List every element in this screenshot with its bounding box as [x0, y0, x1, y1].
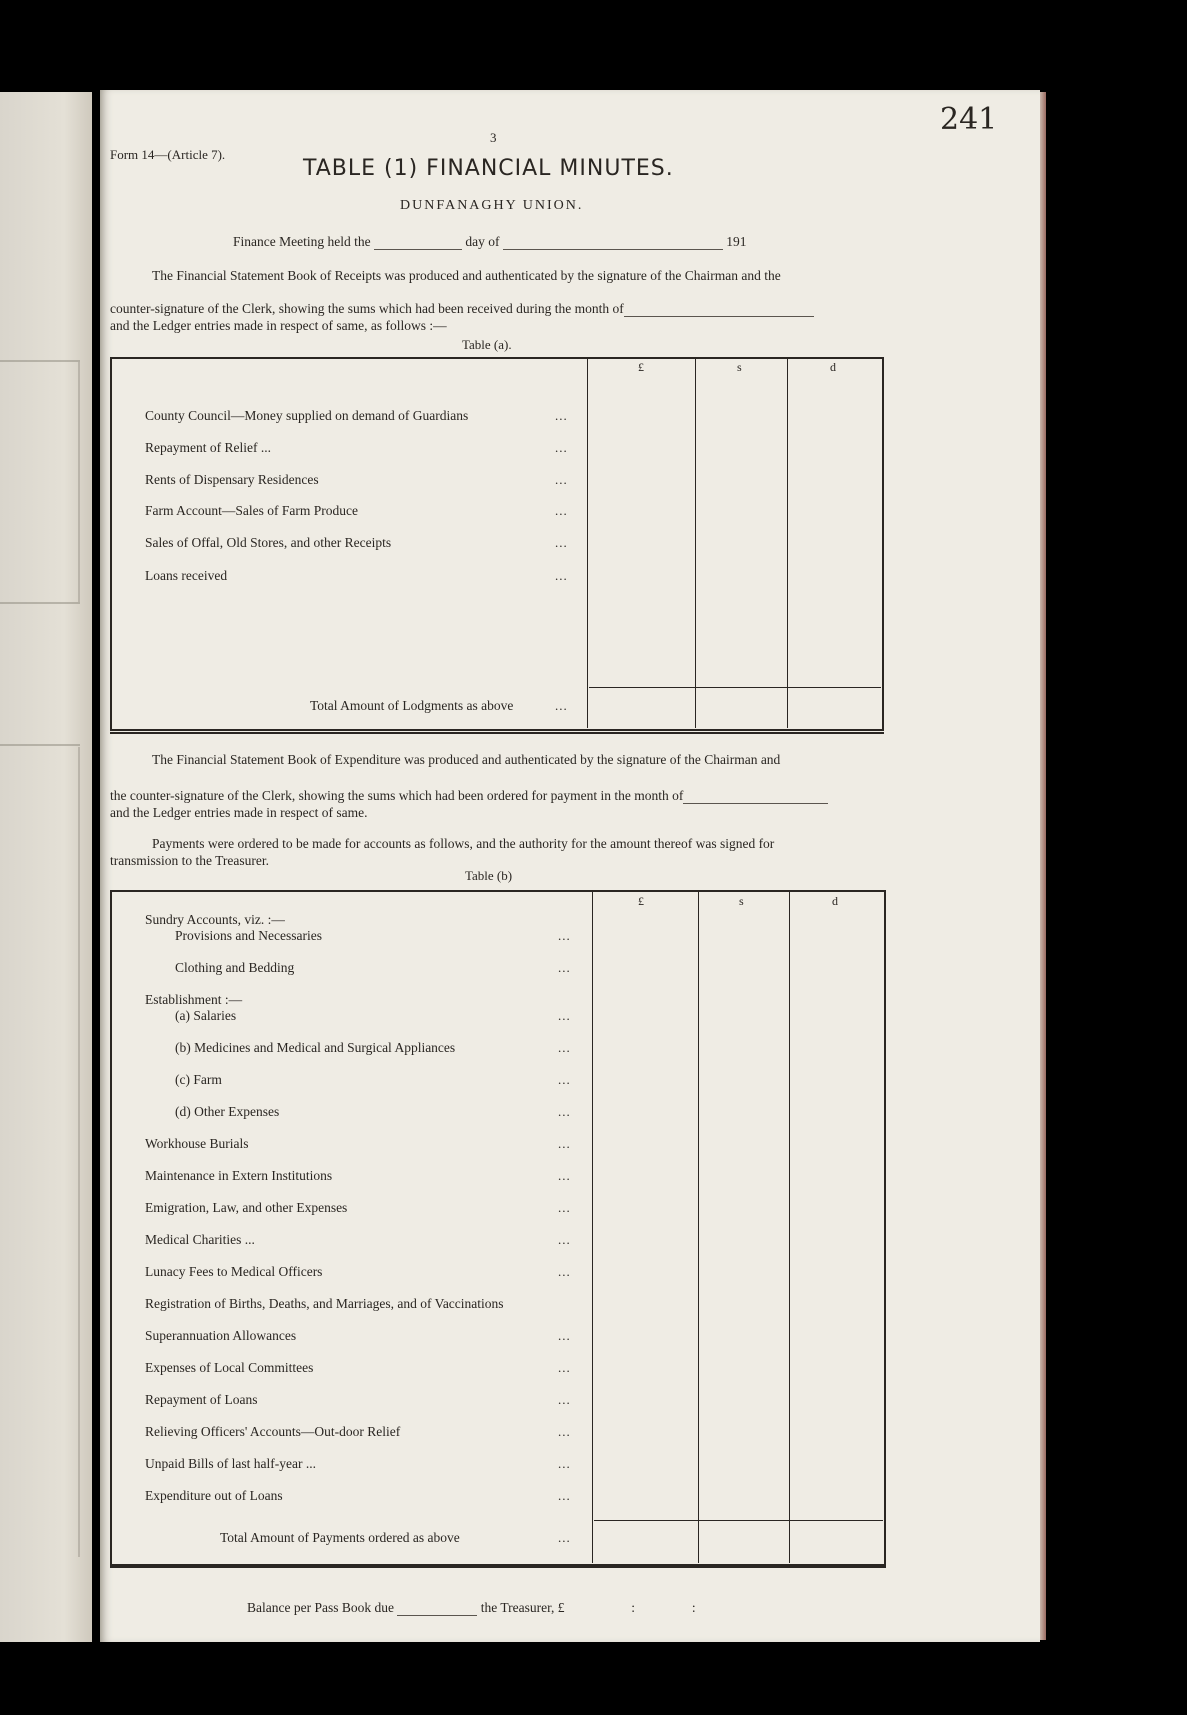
leader-dots: ... [558, 1200, 571, 1215]
table-b-row-label: (a) Salaries [175, 1008, 237, 1023]
leader-dots: ... [555, 698, 568, 713]
table-a-pounds-header: £ [638, 360, 644, 374]
table-a-col-line [695, 358, 696, 728]
receipts-month-field[interactable] [624, 304, 814, 317]
leader-dots: ... [555, 472, 568, 487]
table-b-row-label: (c) Farm [175, 1072, 222, 1087]
table-b-total-label: Total Amount of Payments ordered as above [220, 1530, 460, 1545]
meeting-day-field[interactable] [374, 237, 462, 250]
table-b-row-label: Lunacy Fees to Medical Officers [145, 1264, 323, 1279]
table-b-row-label: Establishment :— [145, 992, 243, 1007]
leader-dots: ... [558, 1104, 571, 1119]
table-b-row-label: Repayment of Loans [145, 1392, 258, 1407]
payments-intro-line-1: Payments were ordered to be made for accounts as follows, and the authority for the amount thereof was signed for [152, 836, 775, 851]
leader-dots: ... [558, 1328, 571, 1343]
meeting-line: Finance Meeting held the day of 191 [233, 234, 747, 249]
payments-intro-line-2: transmission to the Treasurer. [110, 853, 269, 868]
table-b-bottom-rule [110, 1566, 886, 1568]
table-b-shillings-header: s [739, 894, 744, 908]
table-a-col-line [787, 358, 788, 728]
table-a-pence-header: d [830, 360, 836, 374]
table-b-row-label: Sundry Accounts, viz. :— [145, 912, 285, 927]
form-page [100, 90, 1040, 1642]
balance-line: Balance per Pass Book due the Treasurer, £ : : [247, 1600, 696, 1615]
leader-dots: ... [558, 1136, 571, 1151]
leader-dots: ... [558, 1392, 571, 1407]
table-a-row-label: County Council—Money supplied on demand of Guardians [145, 408, 469, 423]
table-b-caption: Table (b) [465, 868, 513, 883]
table-a-divider [587, 358, 588, 728]
leader-dots: ... [558, 1488, 571, 1503]
receipts-intro-line-1: The Financial Statement Book of Receipts was produced and authenticated by the signature of the Chairman and the [152, 268, 781, 283]
table-b-row-label: Clothing and Bedding [175, 960, 295, 975]
meeting-month-field[interactable] [503, 237, 723, 250]
leader-dots: ... [558, 1168, 571, 1183]
table-b-pounds-header: £ [638, 894, 644, 908]
leader-dots: ... [558, 1424, 571, 1439]
table-b-total-rule [594, 1520, 883, 1521]
leader-dots: ... [558, 928, 571, 943]
table-b-row-label: Registration of Births, Deaths, and Marriages, and of Vaccinations [145, 1296, 504, 1311]
balance-date-field[interactable] [397, 1603, 477, 1616]
leader-dots: ... [558, 1040, 571, 1055]
table-a-row-label: Farm Account—Sales of Farm Produce [145, 503, 358, 518]
table-b-row-label: Relieving Officers' Accounts—Out-door Relief [145, 1424, 401, 1439]
table-a-total-label: Total Amount of Lodgments as above [310, 698, 514, 713]
expenditure-intro-line-3: and the Ledger entries made in respect of same. [110, 805, 368, 820]
leader-dots: ... [555, 535, 568, 550]
table-b-row-label: Emigration, Law, and other Expenses [145, 1200, 348, 1215]
table-b-pence-header: d [832, 894, 838, 908]
expenditure-month-field[interactable] [683, 791, 828, 804]
left-facing-page [0, 92, 92, 1642]
leader-dots: ... [555, 440, 568, 455]
leader-dots: ... [558, 960, 571, 975]
table-b-row-label: Workhouse Burials [145, 1136, 249, 1151]
table-b-row-label: (b) Medicines and Medical and Surgical Appliances [175, 1040, 456, 1055]
table-b-row-label: Unpaid Bills of last half-year ... [145, 1456, 316, 1471]
expenditure-intro-line-2: the counter-signature of the Clerk, showing the sums which had been ordered for payment in the month of [110, 788, 828, 804]
table-b-row-label: Superannuation Allowances [145, 1328, 297, 1343]
table-a-row-label: Sales of Offal, Old Stores, and other Receipts [145, 535, 392, 550]
table-b-col-line [789, 891, 790, 1563]
table-a-row-label: Rents of Dispensary Residences [145, 472, 319, 487]
table-b-divider [592, 891, 593, 1563]
leader-dots: ... [558, 1264, 571, 1279]
leader-dots: ... [558, 1530, 571, 1545]
table-b-col-line [698, 891, 699, 1563]
sheet-number: 3 [490, 130, 497, 145]
table-b-row-label: (d) Other Expenses [175, 1104, 280, 1119]
leader-dots: ... [558, 1072, 571, 1087]
table-b-row-label: Maintenance in Extern Institutions [145, 1168, 333, 1183]
table-a-shillings-header: s [737, 360, 742, 374]
receipts-intro-line-3: and the Ledger entries made in respect of same, as follows :— [110, 318, 447, 333]
table-a-total-rule [589, 687, 881, 688]
form-reference: Form 14—(Article 7). [110, 147, 226, 162]
receipts-intro-line-2: counter-signature of the Clerk, showing the sums which had been received during the month of [110, 301, 814, 317]
union-name: DUNFANAGHY UNION. [400, 198, 584, 213]
page-number: 241 [940, 102, 998, 137]
table-b-row-label: Expenditure out of Loans [145, 1488, 283, 1503]
leader-dots: ... [555, 568, 568, 583]
table-a-caption: Table (a). [462, 337, 512, 352]
table-a-row-label: Repayment of Relief ... [145, 440, 271, 455]
page-edge [1040, 92, 1046, 1640]
table-b-row-label: Expenses of Local Committees [145, 1360, 314, 1375]
leader-dots: ... [558, 1360, 571, 1375]
leader-dots: ... [558, 1232, 571, 1247]
leader-dots: ... [555, 408, 568, 423]
table-b-row-label: Provisions and Necessaries [175, 928, 322, 943]
table-a-row-label: Loans received [145, 568, 228, 583]
table-a-bottom-rule [110, 732, 884, 734]
page-title: TABLE (1) FINANCIAL MINUTES. [303, 156, 674, 181]
leader-dots: ... [555, 503, 568, 518]
expenditure-intro-line-1: The Financial Statement Book of Expenditure was produced and authenticated by the signature of the Chairman and [152, 752, 781, 767]
table-b-row-label: Medical Charities ... [145, 1232, 255, 1247]
leader-dots: ... [558, 1008, 571, 1023]
leader-dots: ... [558, 1456, 571, 1471]
